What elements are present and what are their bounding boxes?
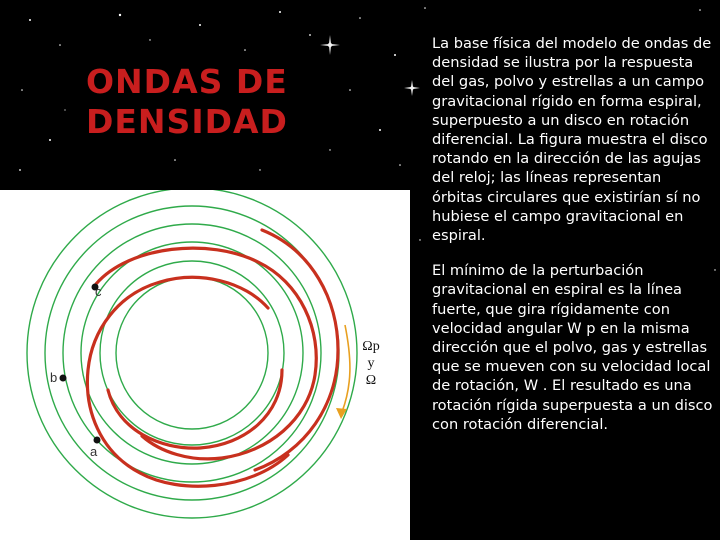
orbit-ring <box>27 190 357 518</box>
circular-orbits <box>27 190 357 518</box>
rotation-arrow <box>342 325 350 412</box>
spiral-arms <box>87 230 338 486</box>
spiral-orbit-diagram <box>0 190 410 540</box>
omega-y-label: y <box>367 356 375 371</box>
point-c-label: c <box>95 284 102 299</box>
omega-legend <box>356 338 386 389</box>
orbit-ring <box>116 277 268 429</box>
point-b-label: b <box>50 370 58 385</box>
spiral-arm <box>108 370 282 448</box>
orbit-ring <box>100 261 284 445</box>
slide-title: ONDAS DE DENSIDAD <box>86 62 288 141</box>
slide-body <box>432 34 716 450</box>
omega-p-label: Ωp <box>362 339 380 354</box>
orbit-ring <box>63 224 321 482</box>
omega-label: Ω <box>365 373 377 388</box>
point-a-label: a <box>90 444 98 459</box>
density-wave-figure <box>0 190 410 540</box>
body-paragraph-2: El mínimo de la perturbación gravitacional en espiral es la línea fuerte, que gira rígidamente con velocidad angular W p en la misma dirección que el polvo, gas y estrellas que se mueven con su velocidad local de rotación, W . El resultado es una rotación rígida superpuesta a un disco con rotación diferencial. <box>432 262 713 433</box>
body-paragraph-1: La base física del modelo de ondas de densidad se ilustra por la respuesta del gas, polvo y estrellas a un campo gravitacional rígido en forma espiral, superpuesto a un disco en rotación diferencial. La figura muestra el disco rotando en la dirección de las agujas del reloj; las líneas representan órbitas circulares que existirían sí no hubiese el campo gravitacional en espiral. <box>432 35 712 245</box>
point-b <box>60 375 67 382</box>
spiral-arm <box>87 277 288 486</box>
orbit-ring <box>81 242 303 464</box>
point-a <box>94 437 101 444</box>
